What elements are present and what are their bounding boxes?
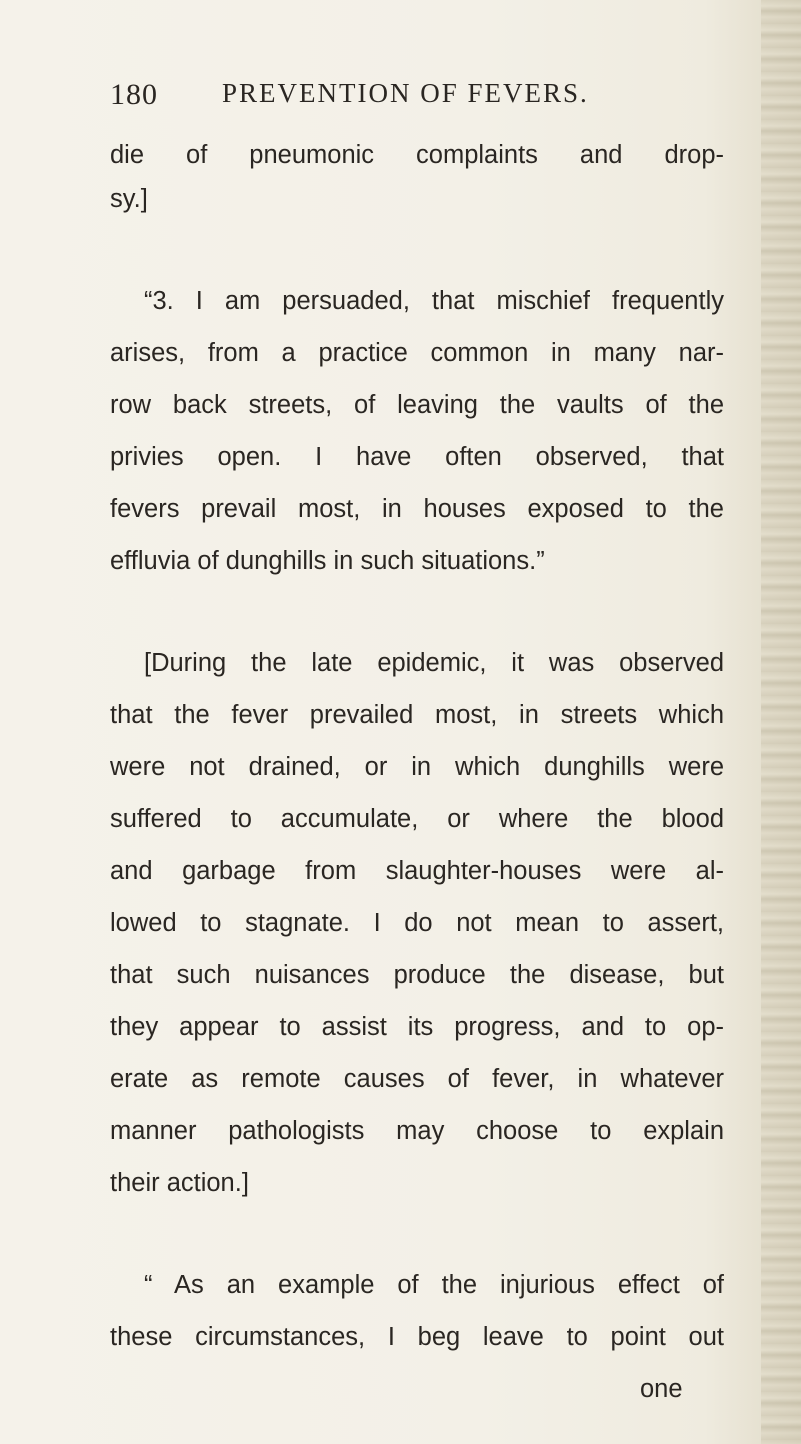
text-line: sy.]: [110, 185, 148, 213]
catchword: one: [640, 1375, 683, 1403]
page-edge-shading: [761, 0, 801, 1444]
text-line: effluvia of dunghills in such situations.”: [110, 547, 545, 575]
paragraph-first-line: [During the late epidemic, it was observed: [144, 649, 724, 677]
text-line: they appear to assist its progress, and to op-: [110, 1013, 724, 1041]
text-line: their action.]: [110, 1169, 249, 1197]
text-line: erate as remote causes of fever, in whatever: [110, 1065, 724, 1093]
text-line: lowed to stagnate. I do not mean to assert,: [110, 909, 724, 937]
text-line: privies open. I have often observed, that: [110, 443, 724, 471]
running-head: [0, 78, 801, 118]
text-line: and garbage from slaughter-houses were al-: [110, 857, 724, 885]
text-line: suffered to accumulate, or where the blood: [110, 805, 724, 833]
text-line: manner pathologists may choose to explain: [110, 1117, 724, 1145]
text-line: die of pneumonic complaints and drop-: [110, 141, 724, 169]
text-line: arises, from a practice common in many nar-: [110, 339, 724, 367]
text-line: that such nuisances produce the disease, but: [110, 961, 724, 989]
text-line: that the fever prevailed most, in streets which: [110, 701, 724, 729]
paragraph-first-line: “ As an example of the injurious effect of: [144, 1271, 724, 1299]
text-line: row back streets, of leaving the vaults of the: [110, 391, 724, 419]
text-line: were not drained, or in which dunghills were: [110, 753, 724, 781]
paragraph-first-line: “3. I am persuaded, that mischief frequently: [144, 287, 724, 315]
text-line: fevers prevail most, in houses exposed to the: [110, 495, 724, 523]
running-title: PREVENTION OF FEVERS.: [222, 78, 589, 108]
page-number: 180: [110, 78, 158, 111]
text-line: these circumstances, I beg leave to point out: [110, 1323, 724, 1351]
